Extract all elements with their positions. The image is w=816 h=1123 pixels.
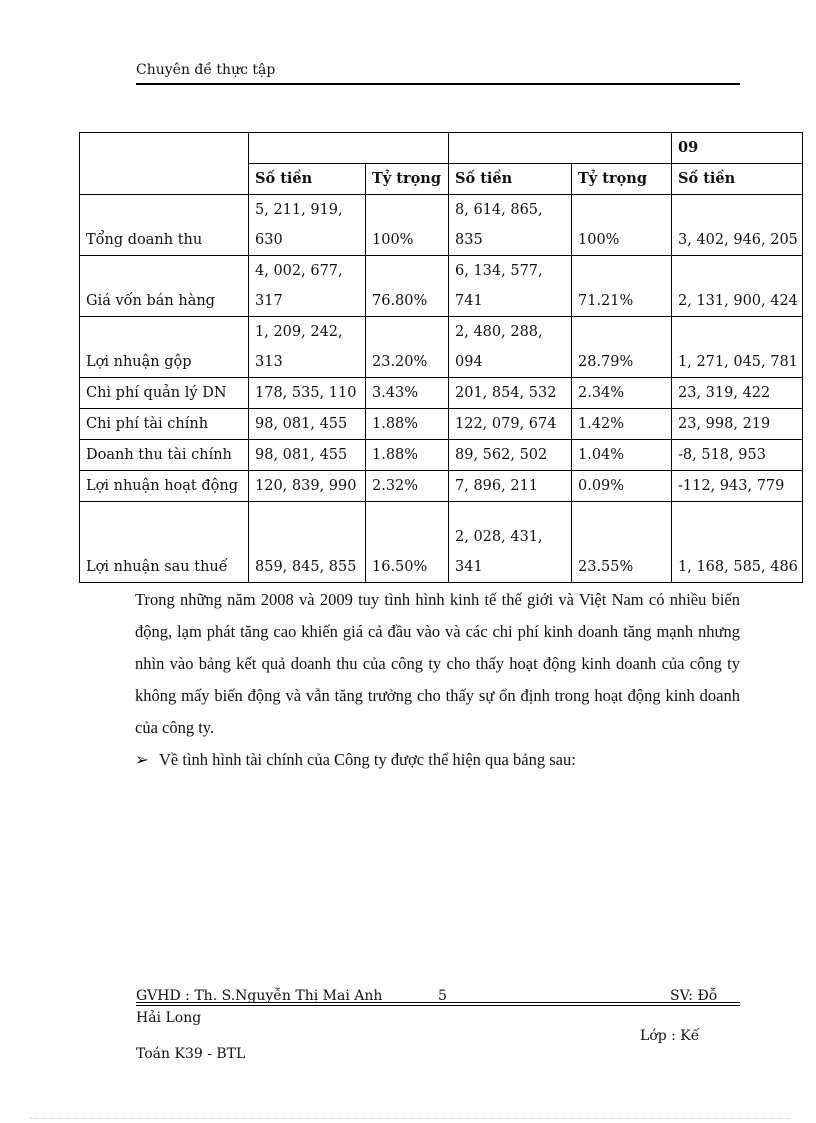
- table-row: [80, 378, 803, 409]
- table-corner-cell: [80, 133, 249, 195]
- table-row: [80, 440, 803, 471]
- amount-cell: 7, 896, 211: [449, 471, 572, 502]
- col-header: Số tiền: [249, 164, 366, 195]
- ratio-cell: 2.32%: [366, 471, 449, 502]
- amount-cell: 23, 319, 422: [672, 378, 803, 409]
- ratio-cell: 23.55%: [572, 502, 672, 583]
- amount-cell: 120, 839, 990: [249, 471, 366, 502]
- table-row: [80, 317, 803, 378]
- col-header: Số tiền: [672, 164, 803, 195]
- ratio-cell: 1.04%: [572, 440, 672, 471]
- footer-class-rest: Toán K39 - BTL: [136, 1046, 246, 1062]
- amount-cell: 178, 535, 110: [249, 378, 366, 409]
- footer-student-prefix: SV: Đỗ: [670, 988, 718, 1004]
- amount-cell: 1, 168, 585, 486: [672, 502, 803, 583]
- ratio-cell: 23.20%: [366, 317, 449, 378]
- amount-cell: 8, 614, 865, 835: [449, 195, 572, 256]
- row-label: Tổng doanh thu: [80, 195, 249, 256]
- ratio-cell: 1.88%: [366, 440, 449, 471]
- bullet-text: Về tình hình tài chính của Công ty được thể hiện qua bảng sau:: [159, 750, 576, 769]
- page-header-title: Chuyên đề thực tập: [136, 62, 276, 78]
- amount-cell: 6, 134, 577, 741: [449, 256, 572, 317]
- amount-cell: 2, 028, 431, 341: [449, 502, 572, 583]
- page-bottom-divider: [30, 1118, 790, 1119]
- row-label: Chi phí tài chính: [80, 409, 249, 440]
- amount-cell: 89, 562, 502: [449, 440, 572, 471]
- row-label: Lợi nhuận hoạt động: [80, 471, 249, 502]
- table-row: [80, 195, 803, 256]
- amount-cell: 5, 211, 919, 630: [249, 195, 366, 256]
- row-label: Chi phí quản lý DN: [80, 378, 249, 409]
- amount-cell: 122, 079, 674: [449, 409, 572, 440]
- year-header-2: [449, 133, 672, 164]
- amount-cell: 98, 081, 455: [249, 440, 366, 471]
- ratio-cell: 100%: [366, 195, 449, 256]
- footer-class-label: Lớp : Kế: [640, 1028, 700, 1044]
- amount-cell: 23, 998, 219: [672, 409, 803, 440]
- amount-cell: -112, 943, 779: [672, 471, 803, 502]
- row-label: Lợi nhuận sau thuế: [80, 502, 249, 583]
- ratio-cell: 28.79%: [572, 317, 672, 378]
- ratio-cell: 2.34%: [572, 378, 672, 409]
- col-header: Tỷ trọng: [366, 164, 449, 195]
- header-rule: [136, 83, 740, 85]
- footer-supervisor: GVHD : Th. S.Nguyễn Thị Mai Anh: [136, 988, 383, 1004]
- ratio-cell: 3.43%: [366, 378, 449, 409]
- year-header-1: [249, 133, 449, 164]
- ratio-cell: 1.88%: [366, 409, 449, 440]
- amount-cell: 2, 480, 288, 094: [449, 317, 572, 378]
- footer-student-name: Hải Long: [136, 1010, 202, 1026]
- row-label: Giá vốn bán hàng: [80, 256, 249, 317]
- year-header-3: 09: [672, 133, 803, 164]
- ratio-cell: 16.50%: [366, 502, 449, 583]
- ratio-cell: 1.42%: [572, 409, 672, 440]
- footer-rule-double: [136, 1005, 740, 1006]
- amount-cell: 1, 209, 242, 313: [249, 317, 366, 378]
- arrow-bullet-icon: ➢: [135, 750, 149, 769]
- ratio-cell: 0.09%: [572, 471, 672, 502]
- ratio-cell: 76.80%: [366, 256, 449, 317]
- analysis-paragraph: Trong những năm 2008 và 2009 tuy tình hình kinh tế thế giới và Việt Nam có nhiều biến động, lạm phát tăng cao khiến giá cả đầu vào và các chi phí kinh doanh tăng mạnh nhưng nhìn vào bảng kết quả doanh thu của công ty cho thấy hoạt động kinh doanh của công ty không mấy biến động và vẫn tăng trưởng cho thấy sự ổn định trong hoạt động kinh doanh của công ty.: [135, 590, 740, 737]
- table-row: [80, 502, 803, 583]
- amount-cell: 98, 081, 455: [249, 409, 366, 440]
- footer-page-number: 5: [438, 988, 447, 1004]
- amount-cell: 201, 854, 532: [449, 378, 572, 409]
- row-label: Doanh thu tài chính: [80, 440, 249, 471]
- financial-table: [79, 132, 803, 583]
- table-row: [80, 256, 803, 317]
- ratio-cell: 100%: [572, 195, 672, 256]
- amount-cell: 1, 271, 045, 781: [672, 317, 803, 378]
- ratio-cell: 71.21%: [572, 256, 672, 317]
- amount-cell: 4, 002, 677, 317: [249, 256, 366, 317]
- table-year-row: [80, 133, 803, 164]
- amount-cell: 859, 845, 855: [249, 502, 366, 583]
- col-header: Tỷ trọng: [572, 164, 672, 195]
- amount-cell: 2, 131, 900, 424: [672, 256, 803, 317]
- bullet-line: [135, 744, 740, 776]
- row-label: Lợi nhuận gộp: [80, 317, 249, 378]
- amount-cell: -8, 518, 953: [672, 440, 803, 471]
- amount-cell: 3, 402, 946, 205: [672, 195, 803, 256]
- footer-rule: [136, 1002, 740, 1003]
- col-header: Số tiền: [449, 164, 572, 195]
- table-row: [80, 409, 803, 440]
- table-row: [80, 471, 803, 502]
